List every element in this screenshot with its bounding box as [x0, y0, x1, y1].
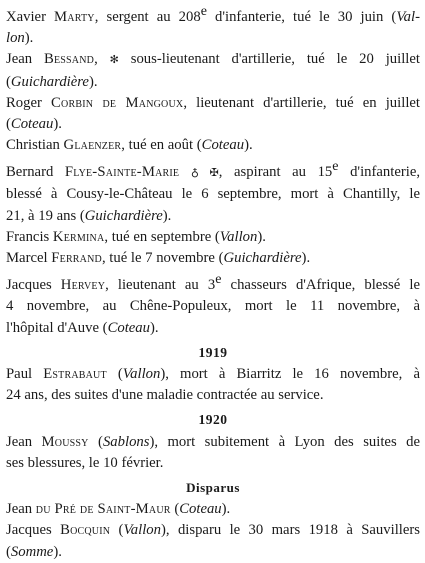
list-item	[6, 499, 420, 520]
place-name: Val-	[396, 8, 420, 25]
entry-text: ).	[301, 250, 311, 267]
list-item	[6, 1, 420, 49]
entry-text: ).	[53, 115, 62, 132]
first-name: Jean	[6, 433, 42, 450]
entry-line	[6, 296, 420, 317]
entry-text: , aspirant au 15	[218, 164, 333, 181]
entry-text: chasseurs d'Afrique, blessé le	[221, 277, 420, 294]
entry-text: ,	[94, 51, 110, 68]
surname: Marty	[54, 8, 95, 25]
entry-text: l'hôpital d'Auve (	[6, 319, 108, 336]
entry-text: , tué en septembre (	[104, 228, 220, 245]
entry-text: (	[6, 543, 11, 560]
entry-text: (	[6, 73, 11, 90]
entry-line	[6, 248, 420, 269]
entry-text: ), mort à Biarritz le 16 novembre, à	[160, 365, 420, 382]
entry-line	[6, 184, 420, 205]
surname: Estrabaut	[43, 365, 107, 382]
list-item	[6, 156, 420, 227]
entry-text: ).	[244, 137, 253, 154]
entry-line	[6, 114, 420, 135]
year-heading: 1919	[198, 344, 228, 360]
entry-line	[6, 269, 420, 296]
entry-text: , lieutenant au 3	[105, 277, 216, 294]
place-name: Vallon	[123, 522, 161, 539]
entry-text: 24 ans, des suites d'une maladie contractée au service.	[6, 387, 324, 404]
place-name: Coteau	[201, 137, 245, 154]
entry-text: (	[106, 365, 123, 382]
entry-line	[6, 206, 420, 227]
surname: Corbin de Mangoux	[51, 94, 184, 111]
legion-honneur-icon: ✻	[109, 54, 119, 67]
entry-text: ).	[53, 543, 62, 560]
entry-text: , sergent au 208	[94, 8, 201, 25]
entry-text: ), disparu le 30 mars 1918 à Sauvillers	[161, 522, 420, 539]
entry-text: 4 novembre, au Chêne-Populeux, mort le 11 novembre, à	[6, 298, 420, 315]
entry-text: (	[6, 115, 11, 132]
surname: Bessand	[43, 51, 95, 68]
entry-line	[6, 72, 420, 93]
entry-text: , tué en août (	[121, 137, 202, 154]
entry-text	[179, 164, 191, 180]
surname: Glaenzer	[63, 137, 122, 154]
entry-line	[6, 135, 420, 156]
entry-text: ).	[162, 207, 172, 224]
list-item	[6, 269, 420, 339]
entry-text: sous-lieutenant d'artillerie, tué le 20 juillet	[118, 51, 420, 68]
surname: Kermina	[52, 228, 105, 245]
entry-text: , lieutenant d'artillerie, tué en juillet	[183, 94, 420, 111]
year-heading: 1920	[198, 412, 228, 428]
surname: Moussy	[41, 433, 89, 450]
first-name: Marcel	[6, 250, 52, 267]
place-name: Vallon	[122, 365, 161, 382]
entry-line	[6, 364, 420, 385]
entry-line	[6, 520, 420, 541]
entry-line	[6, 49, 420, 71]
first-name: Roger	[6, 94, 52, 111]
place-name: Guichardière	[84, 207, 163, 224]
entry-line	[6, 542, 420, 563]
entry-text: (	[88, 433, 103, 450]
entry-line	[6, 318, 420, 339]
entry-text: (	[110, 522, 124, 539]
entry-text: ).	[24, 30, 34, 47]
surname: Flye-Sainte-Marie	[64, 164, 180, 181]
entry-text: ), mort subitement à Lyon des suites de	[149, 433, 420, 450]
first-name: Jacques	[6, 522, 61, 539]
entry-text: ).	[150, 319, 159, 336]
superscript: e	[332, 159, 339, 175]
entry-line	[6, 28, 420, 49]
place-name: Guichardière	[223, 250, 302, 267]
place-name: Coteau	[107, 319, 150, 336]
entry-text: (	[170, 501, 180, 518]
first-name: Jean	[6, 51, 44, 68]
first-name: Jean	[6, 501, 36, 518]
entry-line	[6, 156, 420, 184]
surname: Bocquin	[60, 522, 111, 539]
first-name: Paul	[6, 365, 44, 382]
place-name: Sablons	[102, 433, 150, 450]
surname: Ferrand	[51, 250, 102, 267]
entry-line	[6, 385, 420, 406]
place-name: Guichardière	[10, 73, 89, 90]
first-name: Bernard	[6, 164, 65, 181]
entry-text: 21, à 19 ans (	[6, 207, 85, 224]
entry-text: ).	[257, 228, 266, 245]
entry-text: ).	[221, 501, 231, 518]
superscript: e	[215, 272, 222, 288]
list-item	[6, 135, 420, 156]
place-name: Somme	[10, 543, 54, 560]
entry-text: blessé à Cousy-le-Château le 6 septembre, mort à Chantilly, le	[6, 186, 420, 203]
first-name: Jacques	[6, 277, 61, 294]
list-item	[6, 93, 420, 135]
list-item	[6, 364, 420, 406]
list-item	[6, 49, 420, 92]
entry-text: , tué le 7 novembre (	[101, 250, 224, 267]
list-item	[6, 248, 420, 269]
first-name: Xavier	[6, 8, 55, 25]
entry-line	[6, 432, 420, 453]
entry-text: d'infanterie, tué le 30 juin (	[206, 8, 397, 25]
surname: du Pré de Saint-Maur	[35, 501, 171, 518]
place-name: Coteau	[179, 501, 222, 518]
entry-line	[6, 499, 420, 520]
entry-line	[6, 453, 420, 474]
list-item	[6, 520, 420, 562]
entry-text: ).	[88, 73, 98, 90]
list-item	[6, 227, 420, 248]
entry-line	[6, 1, 420, 28]
place-name: Vallon	[219, 228, 258, 245]
superscript: e	[200, 4, 207, 19]
entry-line	[6, 93, 420, 114]
surname: Hervey	[60, 277, 106, 294]
section-heading: Disparus	[186, 479, 240, 495]
entry-text: ses blessures, le 10 février.	[6, 454, 164, 471]
entry-line	[6, 227, 420, 248]
list-item	[6, 432, 420, 474]
place-name: lon	[6, 30, 25, 47]
entry-text: d'infanterie,	[338, 164, 421, 181]
first-name: Francis	[6, 228, 53, 245]
first-name: Christian	[6, 137, 64, 154]
place-name: Coteau	[10, 115, 54, 132]
decoration-icon: ♁ ✠	[190, 167, 219, 180]
